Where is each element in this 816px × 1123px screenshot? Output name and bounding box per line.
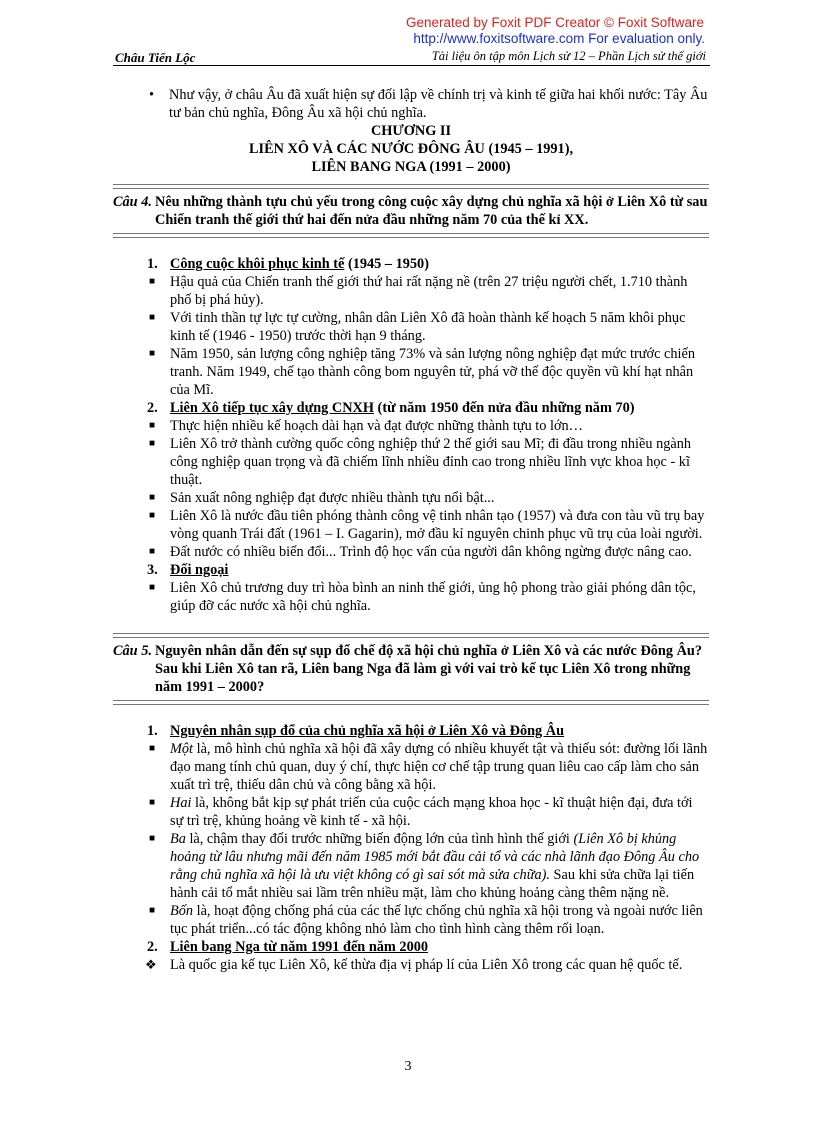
list-item-text: Năm 1950, sản lượng công nghiệp tăng 73% và sản lượng nông nghiệp đạt mức trước chiến tranh. Năm 1949, chế tạo thành công bom nguyên tử, phá vỡ thế độc quyền vũ khí hạt nhân của Mĩ. xyxy=(170,346,695,398)
question-4-label: Câu 4. xyxy=(113,194,152,210)
list-item-text: Là quốc gia kế tục Liên Xô, kế thừa địa vị pháp lí của Liên Xô trong các quan hệ quốc tế. xyxy=(170,957,683,973)
page-number: 3 xyxy=(404,1059,412,1074)
list-item xyxy=(113,902,709,938)
section-number: 2. xyxy=(147,400,158,416)
question-5-text: Nguyên nhân dẫn đến sự sụp đổ chế độ xã hội chủ nghĩa ở Liên Xô và các nước Đông Âu? Sau khi Liên Xô tan rã, Liên bang Nga đã làm gì với vai trò kế tục Liên Xô trong những năm 1991 – 2000? xyxy=(155,643,703,695)
list-item-text: Hậu quả của Chiến tranh thế giới thứ hai rất nặng nề (trên 27 triệu người chết, 1.710 thành phố bị phá hủy). xyxy=(170,274,688,308)
list-item-text: là, không bắt kịp sự phát triển của cuộc cách mạng khoa học - kĩ thuật hiện đại, đưa tới sự trì trệ, khủng hoảng về kinh tế - xã hội. xyxy=(170,795,693,829)
page-content xyxy=(113,86,709,974)
q4-section-2-title: Liên Xô tiếp tục xây dựng CNXH xyxy=(170,400,374,416)
list-item-text: Sản xuất nông nghiệp đạt được nhiều thành tựu nổi bật... xyxy=(170,490,495,506)
question-4 xyxy=(113,189,709,233)
question-5-label: Câu 5. xyxy=(113,643,152,659)
chapter-title xyxy=(113,122,709,176)
list-item-lead: Bốn xyxy=(170,903,194,919)
list-item xyxy=(113,345,709,399)
list-item xyxy=(113,507,709,543)
list-item xyxy=(113,435,709,489)
q4-section-1-heading xyxy=(113,255,709,273)
list-item xyxy=(113,489,709,507)
chapter-line-1: CHƯƠNG II xyxy=(370,123,452,139)
q4-section-3-title: Đối ngoại xyxy=(170,562,229,578)
chapter-line-3: LIÊN BANG NGA (1991 – 2000) xyxy=(311,159,511,175)
square-bullet-icon: ■ xyxy=(149,510,156,521)
list-item-tail: Sau khi sửa chữa lại tiến hành cải tổ mắt nhiều sai lầm trên nhiều mặt, làm cho khủng hoảng càng thêm nặng nề. xyxy=(170,867,695,901)
square-bullet-icon: ■ xyxy=(149,312,156,323)
q4-section-1-suffix: (1945 – 1950) xyxy=(344,256,429,272)
list-item xyxy=(113,794,709,830)
list-item-text: Với tinh thần tự lực tự cường, nhân dân Liên Xô đã hoàn thành kế hoạch 5 năm khôi phục kinh tế (1946 - 1950) trước thời hạn 9 tháng. xyxy=(170,310,686,344)
list-item xyxy=(113,309,709,345)
list-item-text: Liên Xô trở thành cường quốc công nghiệp thứ 2 thế giới sau Mĩ; đi đầu trong nhiều ngành công nghiệp quan trọng và đã chiếm lĩnh nhiều đỉnh cao trong nhiều lĩnh vực khoa học - kĩ thuật. xyxy=(170,436,692,488)
chapter-line-2: LIÊN XÔ VÀ CÁC NƯỚC ĐÔNG ÂU (1945 – 1991), xyxy=(248,141,574,157)
list-item-italic-note: (Liên Xô bị khủng hoảng từ lâu nhưng mãi đến năm 1985 mới bắt đầu cải tổ và các nhà lãnh đạo Đông Âu cho rằng chủ nghĩa xã hội là ưu việt không có gì sai sót mà sửa chữa). xyxy=(170,831,700,883)
list-item-lead: Hai xyxy=(170,795,192,811)
section-number: 1. xyxy=(147,723,158,739)
q5-section-2-heading xyxy=(113,938,709,956)
list-item-text: Liên Xô chủ trương duy trì hòa bình an ninh thế giới, ủng hộ phong trào giải phóng dân tộc, giúp đỡ các nước xã hội chủ nghĩa. xyxy=(170,580,696,614)
q5-section-2-title: Liên bang Nga từ năm 1991 đến năm 2000 xyxy=(170,939,429,955)
square-bullet-icon: ■ xyxy=(149,420,156,431)
list-item xyxy=(113,830,709,902)
list-item-text: Đất nước có nhiều biến đổi... Trình độ học vấn của người dân không ngừng được nâng cao. xyxy=(170,544,692,560)
list-item-text: là, chậm thay đổi trước những biến động lớn của tình hình thế giới xyxy=(185,831,574,847)
diamond-bullet-icon: ❖ xyxy=(145,957,157,972)
header-course: Tài liệu ôn tập môn Lịch sử 12 – Phần Lịch sử thế giới xyxy=(431,49,706,63)
list-item xyxy=(113,543,709,561)
q4-section-3-heading xyxy=(113,561,709,579)
list-item-lead: Một xyxy=(170,741,194,757)
section-number: 3. xyxy=(147,562,158,578)
list-item-lead: Ba xyxy=(170,831,186,847)
q4-section-2-heading xyxy=(113,399,709,417)
section-number: 1. xyxy=(147,256,158,272)
section-number: 2. xyxy=(147,939,158,955)
intro-bullet-text: Như vậy, ở châu Âu đã xuất hiện sự đối lập về chính trị và kinh tế giữa hai khối nước: Tây Âu tư bản chủ nghĩa, Đông Âu xã hội chủ nghĩa. xyxy=(169,87,708,121)
question-5 xyxy=(113,638,709,700)
list-item xyxy=(113,740,709,794)
square-bullet-icon: ■ xyxy=(149,276,156,287)
watermark-line-1: Generated by Foxit PDF Creator © Foxit Software xyxy=(405,15,704,30)
square-bullet-icon: ■ xyxy=(149,833,156,844)
list-item-text: Liên Xô là nước đầu tiên phóng thành công vệ tinh nhân tạo (1957) và đưa con tàu vũ trụ bay vòng quanh Trái đất (1961 – I. Gagarin), mở đầu kỉ nguyên chinh phục vũ trụ của loài người. xyxy=(170,508,705,542)
square-bullet-icon: ■ xyxy=(149,546,156,557)
square-bullet-icon: ■ xyxy=(149,348,156,359)
list-item xyxy=(113,956,709,974)
square-bullet-icon: ■ xyxy=(149,582,156,593)
list-item-text: là, mô hình chủ nghĩa xã hội đã xây dựng có nhiều khuyết tật và thiếu sót: đường lối lãnh đạo mang tính chủ quan, duy ý chí, thực hiện cơ chế tập trung quan liêu cao cấp làm cho sản xuất trì trệ, thiếu dân chủ và công bằng xã hội. xyxy=(170,741,708,793)
list-item xyxy=(113,273,709,309)
list-item xyxy=(113,417,709,435)
square-bullet-icon: ■ xyxy=(149,492,156,503)
header-author: Châu Tiến Lộc xyxy=(115,50,196,65)
q5-section-1-heading xyxy=(113,722,709,740)
q5-section-1-title: Nguyên nhân sụp đổ của chủ nghĩa xã hội ở Liên Xô và Đông Âu xyxy=(170,723,565,739)
bullet-dot-icon: • xyxy=(149,87,155,103)
q4-section-1-title: Công cuộc khôi phục kinh tế xyxy=(170,256,345,272)
intro-bullet xyxy=(113,86,709,122)
list-item-text: là, hoạt động chống phá của các thế lực chống chủ nghĩa xã hội trong và ngoài nước liên tục phát triển...có tác động không nhỏ làm cho tình hình càng thêm rối loạn. xyxy=(170,903,703,937)
q4-section-2-suffix: (từ năm 1950 đến nửa đầu những năm 70) xyxy=(373,400,635,416)
square-bullet-icon: ■ xyxy=(149,438,156,449)
square-bullet-icon: ■ xyxy=(149,797,156,808)
question-4-text: Nêu những thành tựu chủ yếu trong công cuộc xây dựng chủ nghĩa xã hội ở Liên Xô từ sau Chiến tranh thế giới thứ hai đến nửa đầu những năm 70 của thế kỉ XX. xyxy=(155,194,708,228)
header-rule xyxy=(113,65,710,66)
square-bullet-icon: ■ xyxy=(149,905,156,916)
square-bullet-icon: ■ xyxy=(149,743,156,754)
watermark-line-2: http://www.foxitsoftware.com For evaluation only. xyxy=(413,31,705,46)
list-item-text: Thực hiện nhiều kế hoạch dài hạn và đạt được những thành tựu to lớn… xyxy=(170,418,583,434)
list-item xyxy=(113,579,709,615)
